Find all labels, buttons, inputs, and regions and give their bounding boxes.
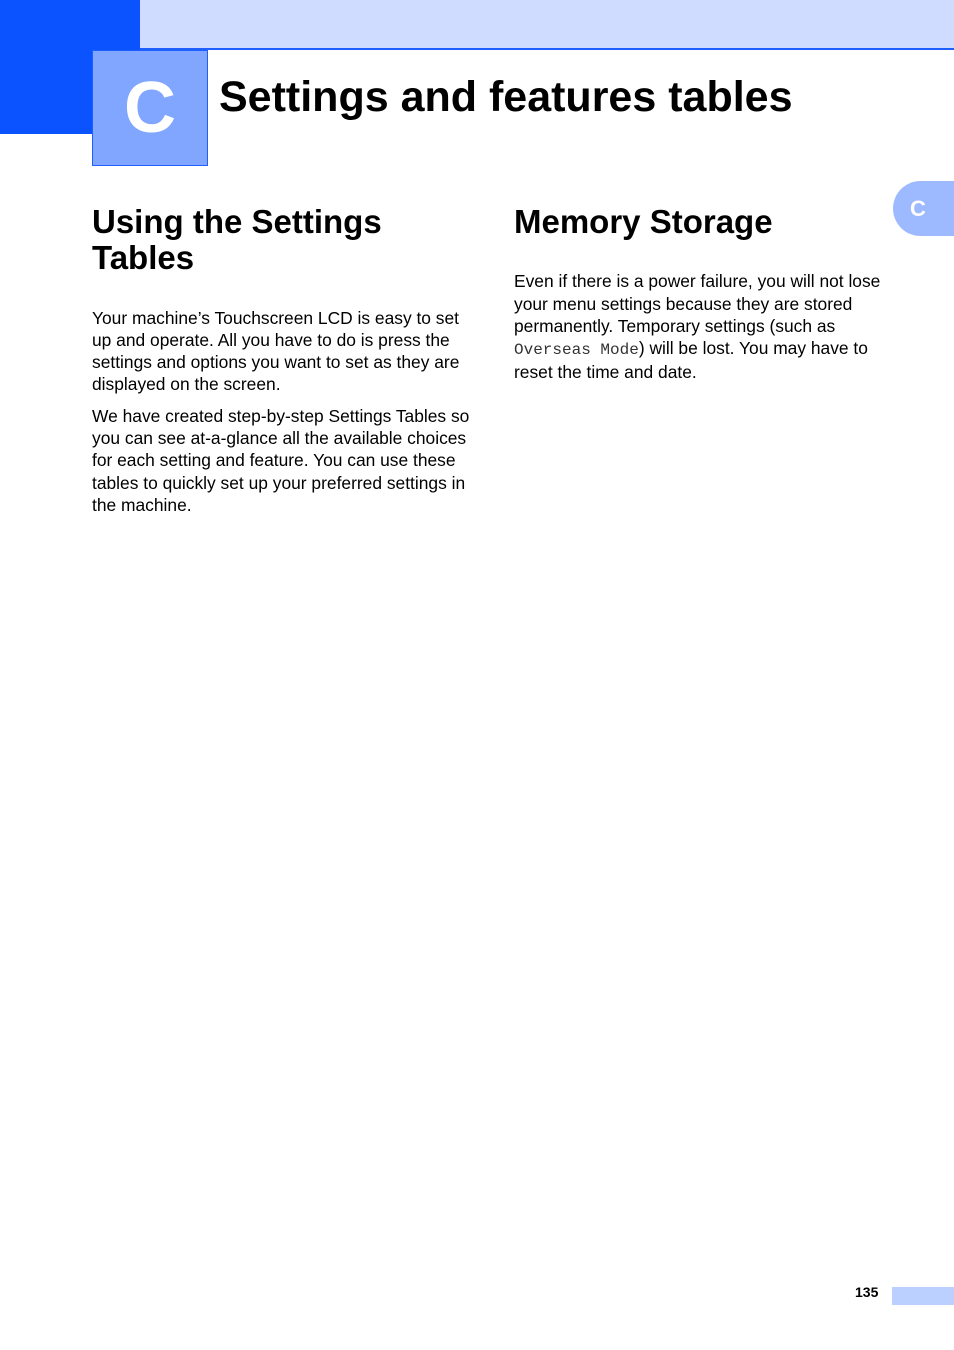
header-band xyxy=(140,0,954,50)
paragraph xyxy=(514,270,884,383)
chapter-letter: C xyxy=(124,68,176,148)
lcd-setting-name: Overseas Mode xyxy=(514,341,639,360)
chapter-side-tab xyxy=(893,181,954,236)
paragraph: We have created step-by-step Settings Tables so you can see at-a-glance all the available choices for each setting and feature. You can use these tables to quickly set up your preferred settings in the machine. xyxy=(92,405,470,515)
paragraph-text: Even if there is a power failure, you will not lose your menu settings because they are stored permanently. Temporary settings (such as xyxy=(514,271,881,336)
paragraph-text: ) will be lost. You may have to reset the time and date. xyxy=(514,338,868,383)
section-heading: Memory Storage xyxy=(514,203,773,240)
chapter-letter-box xyxy=(92,50,208,166)
side-tab-letter: C xyxy=(910,195,926,221)
section-heading: Using the Settings Tables xyxy=(92,203,382,277)
section-memory-storage xyxy=(514,204,884,393)
paragraph: Your machine’s Touchscreen LCD is easy to set up and operate. All you have to do is press the settings and options you want to set as they are displayed on the screen. xyxy=(92,307,460,395)
section-using-settings-tables xyxy=(92,204,472,525)
page-title: Settings and features tables xyxy=(219,73,793,121)
footer-bar xyxy=(892,1287,954,1305)
page-number: 135 xyxy=(855,1284,879,1300)
